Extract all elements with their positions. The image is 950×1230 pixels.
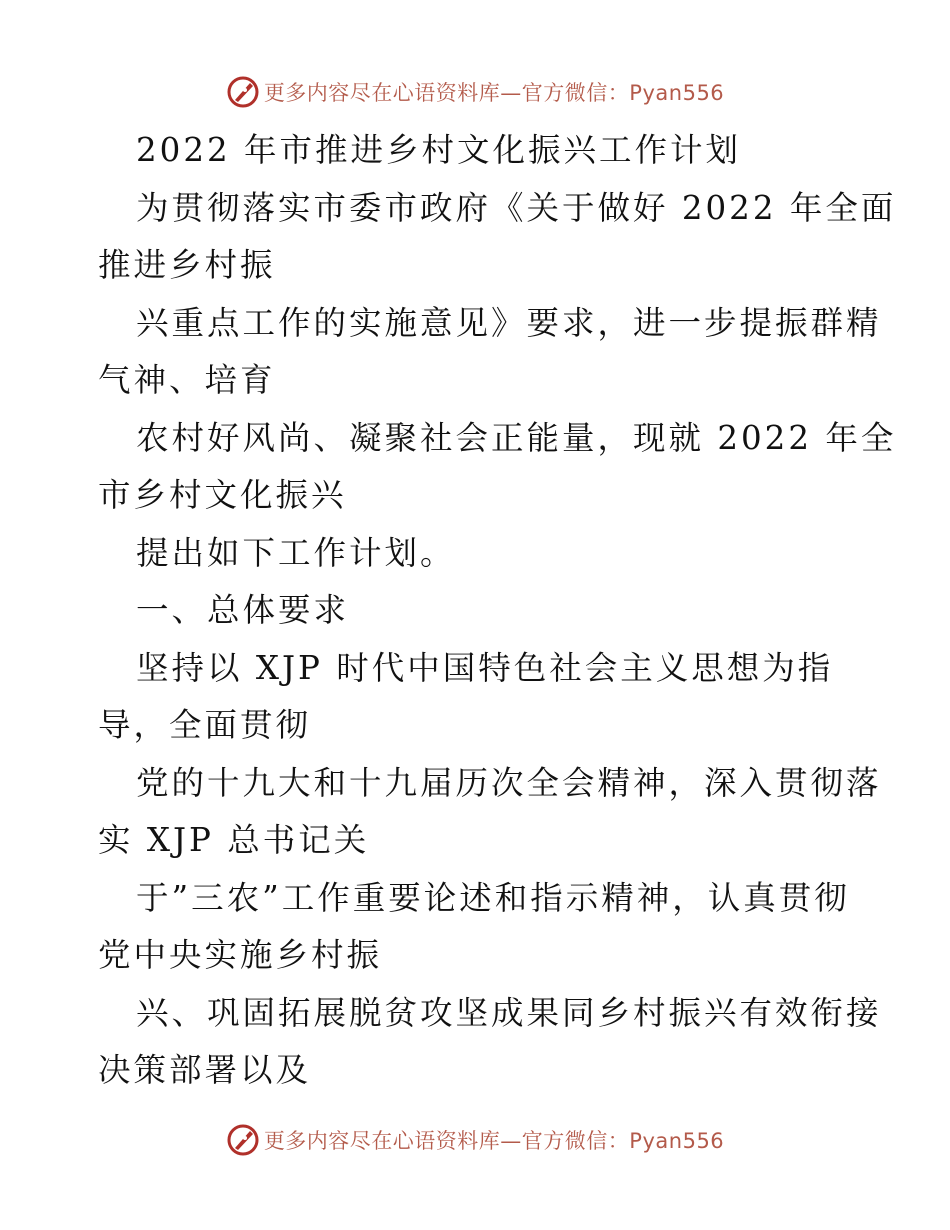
footer-banner xyxy=(0,1120,950,1160)
paragraph-line: 于”三农”工作重要论述和指示精神，认真贯彻 xyxy=(136,878,850,917)
header-banner-text: 更多内容尽在心语资料库—官方微信：Pyan556 xyxy=(263,81,725,105)
paragraph-line: 党中央实施乡村振 xyxy=(98,936,383,974)
section-heading: 一、总体要求 xyxy=(136,591,350,629)
paragraph-line: 提出如下工作计划。 xyxy=(136,533,456,572)
document-body xyxy=(98,122,897,1100)
paragraph-line: 导，全面贯彻 xyxy=(98,706,312,744)
paragraph-line: 党的十九大和十九届历次全会精神，深入贯彻落 xyxy=(136,763,882,802)
paragraph-line: 实 XJP 总书记关 xyxy=(98,821,370,859)
paragraph-line: 为贯彻落实市委市政府《关于做好 2022 年全面 xyxy=(136,188,897,227)
header-banner xyxy=(0,72,950,112)
paragraph-line: 气神、培育 xyxy=(98,361,276,399)
footer-banner-text: 更多内容尽在心语资料库—官方微信：Pyan556 xyxy=(263,1129,725,1153)
paragraph-line: 农村好风尚、凝聚社会正能量，现就 2022 年全 xyxy=(136,418,897,457)
paragraph-line: 推进乡村振 xyxy=(98,246,276,284)
paragraph-line: 市乡村文化振兴 xyxy=(98,476,347,514)
pen-nib-circle-icon xyxy=(226,75,260,109)
document-title: 2022 年市推进乡村文化振兴工作计划 xyxy=(136,131,742,169)
paragraph-line: 坚持以 XJP 时代中国特色社会主义思想为指 xyxy=(136,648,834,687)
pen-nib-circle-icon xyxy=(226,1123,260,1157)
paragraph-line: 决策部署以及 xyxy=(98,1051,312,1089)
paragraph-line: 兴、巩固拓展脱贫攻坚成果同乡村振兴有效衔接 xyxy=(136,993,882,1032)
paragraph-line: 兴重点工作的实施意见》要求，进一步提振群精 xyxy=(136,303,882,342)
